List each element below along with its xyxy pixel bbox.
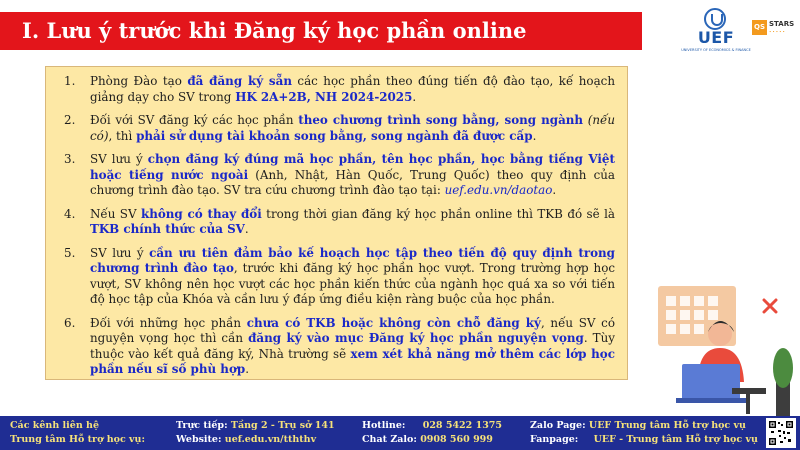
plant-icon <box>773 348 793 388</box>
website-label: Website: <box>176 434 222 445</box>
direct-label: Trực tiếp: <box>176 420 228 431</box>
highlight-run: đăng ký vào mục Đăng ký học phần nguyện vọng <box>248 331 584 345</box>
text-run: . <box>245 362 249 376</box>
hotline-contact <box>362 420 502 432</box>
highlight-run: theo chương trình song bằng, song ngành <box>298 113 584 127</box>
zalopage-contact <box>530 420 746 432</box>
page-title: I. Lưu ý trước khi Đăng ký học phần online <box>0 12 642 50</box>
item-number: 5. <box>64 245 76 260</box>
uef-logo-subtitle: UNIVERSITY OF ECONOMICS & FINANCE <box>681 48 751 52</box>
text-run: SV lưu ý <box>90 152 148 166</box>
item-number: 6. <box>64 315 76 330</box>
chatzalo-value[interactable]: 0908 560 999 <box>420 434 493 445</box>
qs-stars-text: STARS <box>769 20 795 28</box>
uef-logo-icon <box>680 8 752 56</box>
website-link[interactable]: uef.edu.vn/tththv <box>224 434 317 445</box>
item-text <box>90 246 615 308</box>
highlight-run: đã đăng ký sẵn <box>187 74 292 88</box>
fanpage-label: Fanpage: <box>530 434 579 445</box>
direct-contact <box>176 420 335 432</box>
channels-line1: Các kênh liên hệ <box>10 420 99 431</box>
fanpage-link[interactable]: UEF - Trung tâm Hỗ trợ học vụ <box>593 434 758 445</box>
text-run: Phòng Đào tạo <box>90 74 188 88</box>
highlight-run: TKB chính thức của SV <box>90 222 245 236</box>
hotline-value[interactable]: 028 5422 1375 <box>422 420 503 431</box>
person-laptop-illustration <box>636 240 800 418</box>
text-run: SV lưu ý <box>90 245 150 260</box>
chatzalo-label: Chat Zalo: <box>362 434 417 445</box>
text-run: trong thời gian đăng ký học phần online thì TKB đó sẽ là <box>261 206 615 221</box>
text-run: Nếu SV <box>90 206 141 221</box>
highlight-run: không có thay đổi <box>140 206 262 221</box>
text-run: Đối với SV đăng ký các học phần <box>90 113 299 127</box>
website-contact <box>176 434 316 446</box>
list-item <box>64 246 615 308</box>
item-text <box>90 113 615 144</box>
chatzalo-contact <box>362 434 493 446</box>
text-run: . <box>532 128 537 143</box>
highlight-run: phải sử dụng tài khoản song bằng, song ngành đã được cấp <box>136 128 533 143</box>
contact-footer <box>0 416 800 450</box>
text-run: . <box>412 89 417 104</box>
list-item <box>64 207 615 238</box>
highlight-run: chọn đăng ký đúng mã học phần, tên học phần, học bằng tiếng Việt hoặc tiếng nước ngoài <box>90 152 615 182</box>
text-run: . <box>244 222 249 236</box>
item-number: 1. <box>64 74 76 88</box>
item-number: 4. <box>64 206 76 221</box>
item-text <box>90 152 615 199</box>
item-text <box>90 207 615 238</box>
text-run: các học phần theo đúng tiến độ đào tạo, kế hoạch giảng dạy cho SV trong <box>90 74 615 104</box>
text-run: , thì <box>108 128 137 143</box>
qs-stars-icon <box>752 20 798 42</box>
qr-code-icon[interactable] <box>766 418 796 448</box>
laptop-icon <box>682 364 740 400</box>
item-text <box>90 74 615 105</box>
italic-run: (nếu có) <box>90 113 615 143</box>
text-run: Đối với những học phần <box>90 315 247 330</box>
close-icon <box>764 300 776 312</box>
uef-logo-text: UEF <box>697 28 735 47</box>
zalopage-label: Zalo Page: <box>530 420 586 431</box>
highlight-run: cần ưu tiên đảm bảo kế hoạch học tập theo tiến độ quy định trong chương trình đào tạo <box>90 245 615 275</box>
item-number: 3. <box>64 152 76 166</box>
channels-line2: Trung tâm Hỗ trợ học vụ: <box>10 434 145 445</box>
text-run: . <box>552 183 557 197</box>
list-item <box>64 74 615 105</box>
list-item <box>64 152 615 199</box>
qs-stars-dots: ••••• <box>769 29 786 34</box>
item-number: 2. <box>64 113 76 127</box>
list-item <box>64 316 615 378</box>
curriculum-link[interactable]: uef.edu.vn/daotao <box>444 183 553 197</box>
zalopage-link[interactable]: UEF Trung tâm Hỗ trợ học vụ <box>588 420 746 431</box>
item-text <box>90 316 615 378</box>
fanpage-contact <box>530 434 758 446</box>
uef-emblem-icon <box>704 8 726 30</box>
highlight-run: HK 2A+2B, NH 2024-2025 <box>235 89 413 104</box>
text-run: , nếu SV có nguyện vọng học thì cần <box>90 315 615 345</box>
qs-badge: QS <box>752 20 767 35</box>
text-run: (Anh, Nhật, Hàn Quốc, Trung Quốc) theo quy định của chương trình đào tạo. SV tra cứu chương trình đào tạo tại: <box>90 167 615 197</box>
highlight-run: chưa có TKB hoặc không còn chỗ đăng ký <box>246 315 541 330</box>
text-run: . Tùy thuộc vào kết quả đăng ký, Nhà trường sẽ <box>90 331 615 361</box>
notice-box <box>45 66 628 380</box>
list-item <box>64 113 615 144</box>
text-run: , trước khi đăng ký học phần học vượt. Trong trường hợp học vượt, SV không nên học vượt các học phần kiến thức của ngành học quá xa so với tiến độ học tập của Khóa và cần lưu ý đáp ứng điều kiện ràng buộc của học phần. <box>90 261 616 306</box>
highlight-run: xem xét khả năng mở thêm các lớp học phần nếu sĩ số phù hợp <box>90 346 615 376</box>
direct-value: Tầng 2 - Trụ sở 141 <box>230 420 335 431</box>
hotline-label: Hotline: <box>362 420 406 431</box>
